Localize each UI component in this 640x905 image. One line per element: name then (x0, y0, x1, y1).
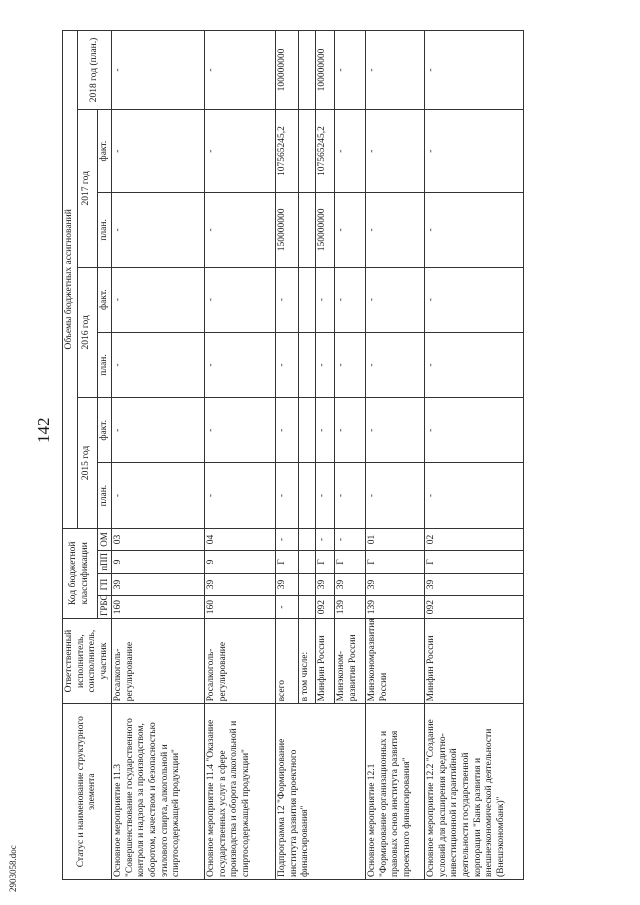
value-cell: - (316, 398, 335, 463)
value-cell: - (335, 267, 366, 332)
row-executor: всего (276, 618, 299, 704)
value-cell: - (335, 332, 366, 397)
value-cell: - (366, 109, 425, 192)
code-grbs (299, 596, 316, 619)
code-grbs: 160 (205, 596, 276, 619)
code-grbs: 160 (112, 596, 205, 619)
table-row (276, 31, 299, 880)
code-ppp: Г (335, 551, 366, 574)
code-om: - (335, 528, 366, 551)
code-ppp: Г (276, 551, 299, 574)
header-budget-code: Код бюджетной классификации (63, 528, 98, 618)
code-gp: 39 (425, 573, 524, 596)
value-cell: - (205, 398, 276, 463)
header-year-2015: 2015 год (77, 398, 97, 529)
code-om: - (276, 528, 299, 551)
header-code-gp: ГП (97, 573, 112, 596)
budget-table (62, 30, 524, 880)
code-grbs: 139 (335, 596, 366, 619)
header-status: Статус и наименование структурного элемента (63, 704, 112, 880)
value-cell: - (205, 31, 276, 110)
value-cell: - (112, 267, 205, 332)
code-om (299, 528, 316, 551)
value-cell (299, 31, 316, 110)
code-om: - (316, 528, 335, 551)
header-executor: Ответственный исполнитель, соисполнитель, участник (63, 618, 112, 704)
value-cell: - (425, 267, 524, 332)
header-code-ppp: пПП (97, 551, 112, 574)
value-cell: - (112, 398, 205, 463)
header-2016-plan: план. (97, 332, 112, 397)
header-2017-plan: план. (97, 193, 112, 267)
value-cell: - (366, 463, 425, 528)
row-name: Подпрограмма 12 "Формирование института развития проектного финансирования" (276, 704, 366, 880)
code-grbs: 092 (425, 596, 524, 619)
header-year-2018: 2018 год (план.) (77, 31, 112, 110)
value-cell: - (425, 463, 524, 528)
value-cell (299, 109, 316, 192)
table-row (366, 31, 425, 880)
row-name: Основное мероприятие 12.2 "Создание условий для расширения кредитно-инвестиционной и гарантийной деятельности государственной корпорации "Банк развития и внешнеэкономической деятельности (Внешэкономбанк)" (425, 704, 524, 880)
value-cell: - (112, 193, 205, 267)
value-cell: - (112, 463, 205, 528)
rotated-table-container (62, 30, 622, 880)
value-cell: - (112, 109, 205, 192)
code-om: 01 (366, 528, 425, 551)
value-cell: - (366, 31, 425, 110)
code-grbs: - (276, 596, 299, 619)
document-filename: 2903058.doc (8, 845, 18, 892)
header-code-grbs: ГРБС (97, 596, 112, 619)
row-executor: Росалкоголь-регулирование (205, 618, 276, 704)
value-cell: - (205, 267, 276, 332)
code-gp: 39 (335, 573, 366, 596)
value-cell: - (335, 31, 366, 110)
table-row (425, 31, 524, 880)
header-code-om: ОМ (97, 528, 112, 551)
code-om: 02 (425, 528, 524, 551)
header-year-2017: 2017 год (77, 109, 97, 267)
code-gp: 39 (112, 573, 205, 596)
code-om: 04 (205, 528, 276, 551)
code-ppp: Г (425, 551, 524, 574)
value-cell: 107565245,2 (276, 109, 299, 192)
value-cell: - (425, 31, 524, 110)
value-cell: - (276, 463, 299, 528)
code-gp: 39 (276, 573, 299, 596)
row-executor: Минэконом-развития России (335, 618, 366, 704)
value-cell: - (366, 267, 425, 332)
code-ppp: Г (366, 551, 425, 574)
table-row (112, 31, 205, 880)
value-cell: - (316, 267, 335, 332)
row-executor: Росалкоголь-регулирование (112, 618, 205, 704)
value-cell: - (316, 463, 335, 528)
value-cell: - (205, 332, 276, 397)
value-cell: 150000000 (316, 193, 335, 267)
value-cell: - (425, 193, 524, 267)
code-gp (299, 573, 316, 596)
code-ppp: 9 (205, 551, 276, 574)
value-cell: - (276, 267, 299, 332)
value-cell (299, 193, 316, 267)
value-cell (299, 398, 316, 463)
table-row (205, 31, 276, 880)
value-cell: 150000000 (276, 193, 299, 267)
header-2016-fact: факт. (97, 267, 112, 332)
value-cell: - (335, 463, 366, 528)
header-year-2016: 2016 год (77, 267, 97, 398)
code-grbs: 139 (366, 596, 425, 619)
value-cell: - (112, 31, 205, 110)
row-name: Основное мероприятие 11.3 "Совершенствование государственного контроля и надзора за производством, оборотом, качеством и безопасностью этилового спирта, алкогольной и спиртосодержащей продукции" (112, 704, 205, 880)
value-cell: - (316, 332, 335, 397)
page-number: 142 (34, 417, 53, 443)
value-cell: - (335, 109, 366, 192)
value-cell: 100000000 (276, 31, 299, 110)
value-cell: - (276, 398, 299, 463)
value-cell: - (205, 463, 276, 528)
row-executor: в том числе: (299, 618, 316, 704)
value-cell: - (205, 109, 276, 192)
value-cell (299, 267, 316, 332)
code-gp: 39 (316, 573, 335, 596)
code-ppp (299, 551, 316, 574)
value-cell (299, 463, 316, 528)
value-cell: - (425, 109, 524, 192)
code-om: 03 (112, 528, 205, 551)
value-cell: - (276, 332, 299, 397)
header-2017-fact: факт. (97, 109, 112, 192)
row-name: Основное мероприятие 12.1 "Формирование организационных и правовых основ института развития проектного финансирования" (366, 704, 425, 880)
value-cell: 100000000 (316, 31, 335, 110)
header-2015-fact: факт. (97, 398, 112, 463)
value-cell: - (112, 332, 205, 397)
row-executor: Минфин России (316, 618, 335, 704)
value-cell: - (366, 193, 425, 267)
header-2015-plan: план. (97, 463, 112, 528)
row-executor: Минфин России (425, 618, 524, 704)
value-cell: - (335, 398, 366, 463)
value-cell: - (425, 398, 524, 463)
code-ppp: Г (316, 551, 335, 574)
value-cell: - (425, 332, 524, 397)
value-cell: - (205, 193, 276, 267)
row-executor: Минэкономразвития России (366, 618, 425, 704)
code-grbs: 092 (316, 596, 335, 619)
code-ppp: 9 (112, 551, 205, 574)
value-cell: - (366, 332, 425, 397)
code-gp: 39 (366, 573, 425, 596)
code-gp: 39 (205, 573, 276, 596)
value-cell: - (366, 398, 425, 463)
header-volumes: Объемы бюджетных ассигнований (63, 31, 78, 529)
value-cell: 107565245,2 (316, 109, 335, 192)
value-cell: - (335, 193, 366, 267)
value-cell (299, 332, 316, 397)
row-name: Основное мероприятие 11.4 "Оказание государственных услуг в сфере производства и оборота алкогольной и спиртосодержащей продукции" (205, 704, 276, 880)
